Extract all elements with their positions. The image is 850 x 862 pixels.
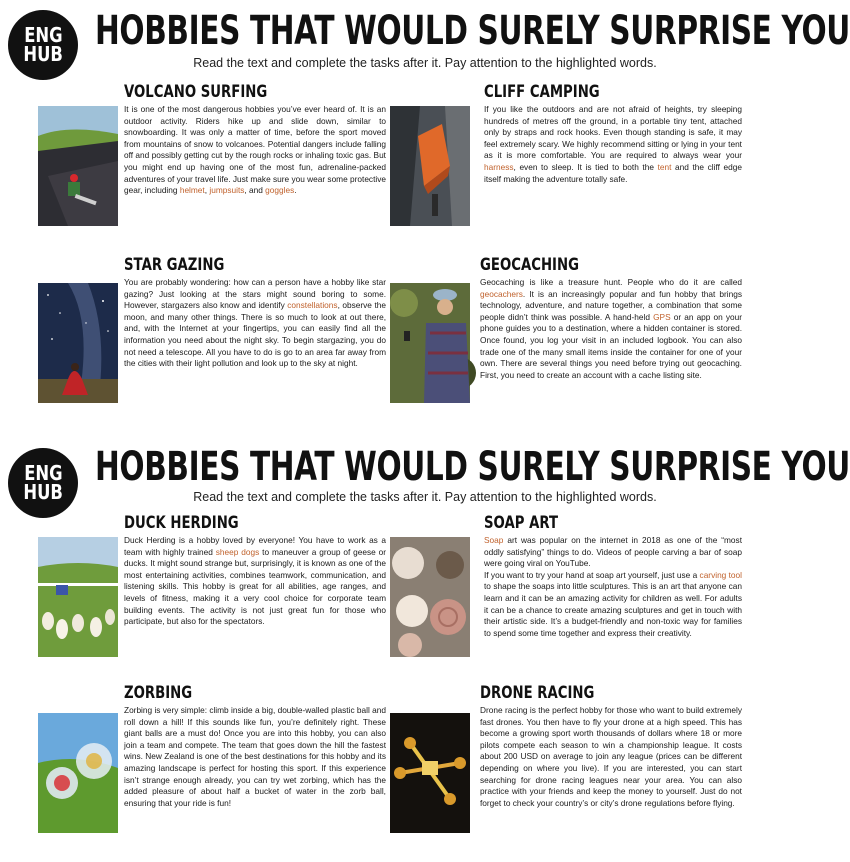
card-body bbox=[124, 104, 386, 197]
highlight-word: Soap bbox=[484, 535, 504, 545]
highlight-word: constellations bbox=[287, 300, 338, 311]
page-title: HOBBIES THAT WOULD SURELY SURPRISE YOU bbox=[95, 8, 850, 54]
text-run: , observe the moon, and many other things. There is so much to look at out there, and, with the Internet at your fingertips, you can easily find all the information you need about the night sky. To begin stargazing, you do not need a telescope. All you have to do is go to an area far away from the cities with their light pollution and look up to the sky at night. bbox=[124, 300, 386, 369]
text-run: You are probably wondering: how can a person have a hobby like star gazing? Just looking at the stars might sound boring to some. However, stargazers also know and identify bbox=[124, 277, 386, 311]
highlight-word: helmet bbox=[179, 185, 205, 196]
text-run: or an app on your phone guides you to a destination, where a hidden container is stored. Once found, you log your visit in an included logbook. You can also trade one of the many small items inside the container for one of your own. There are several things you need before trying out geocaching. First, you need to create an account with a cache listing site. bbox=[480, 311, 743, 380]
highlight-word: carving tool bbox=[699, 569, 742, 580]
card-body bbox=[124, 535, 386, 628]
highlight-word: tent bbox=[657, 161, 672, 172]
text-run: Duck Herding is a hobby loved by everyone! You have to work as a team with highly trained bbox=[124, 535, 386, 557]
duck-herding-photo bbox=[38, 537, 118, 657]
worksheet-page-2 bbox=[0, 440, 850, 862]
card-title: ZORBING bbox=[124, 683, 193, 703]
page-subtitle: Read the text and complete the tasks after it. Pay attention to the highlighted words. bbox=[193, 490, 657, 504]
soap-art-photo bbox=[390, 537, 470, 657]
page-title: HOBBIES THAT WOULD SURELY SURPRISE YOU bbox=[95, 444, 850, 490]
highlight-word: harness bbox=[484, 161, 514, 172]
zorbing-photo bbox=[38, 713, 118, 833]
cliff-camping-photo bbox=[390, 106, 470, 226]
card-body bbox=[480, 277, 742, 381]
card-body bbox=[484, 104, 742, 185]
text-run: to maneuver a group of geese or ducks. It might sound strange but, surprisingly, it is known as one of the most entertaining activities, combines teamwork, communication, and listening skills. This hobby is great for all abilities, age ranges, and levels of fitness, making it a very cool choice for corporate team building events. The activity is not just great fun for those who participate, but also for the spectators. bbox=[124, 546, 386, 627]
logo-line-1: ENG bbox=[23, 23, 63, 47]
logo-line-1: ENG bbox=[23, 461, 63, 485]
text-run: , even to sleep. It is tied to both the bbox=[513, 161, 658, 172]
card-title: STAR GAZING bbox=[124, 255, 225, 275]
enghub-logo bbox=[8, 448, 78, 518]
highlight-word: jumpsuits bbox=[209, 185, 245, 196]
text-run: and the cliff edge itself making the adventure totally safe. bbox=[484, 161, 742, 184]
enghub-logo bbox=[8, 10, 78, 80]
worksheet-page-1 bbox=[0, 0, 850, 430]
card-title: CLIFF CAMPING bbox=[484, 82, 600, 102]
highlight-word: geocachers bbox=[480, 288, 523, 299]
card-title: VOLCANO SURFING bbox=[124, 82, 268, 102]
volcano-surfing-photo bbox=[38, 106, 118, 226]
text-run: to shape the soaps into little sculptures. This is an art that anyone can learn and it can be an amazing activity for children as well. For adults it can be a chance to create amazing sculptures and get in touch with their artistic side. It’s a budget-friendly and non-toxic way for families to spend some time together and express their creativity. bbox=[484, 581, 742, 638]
logo-line-2: HUB bbox=[23, 42, 63, 66]
geocaching-photo bbox=[390, 283, 470, 403]
text-run: If you like the outdoors and are not afraid of heights, try sleeping hundreds of metres off the ground, in a portable tiny tent, attached only by straps and rock hooks. Even though standing is safe, it may feel extremely scary. We highly recommend sitting or lying in your tent as it is more comfortable. You are required to always wear your bbox=[484, 104, 742, 161]
star-gazing-photo bbox=[38, 283, 118, 403]
text-run: If you want to try your hand at soap art yourself, just use a bbox=[484, 569, 700, 580]
text-run: art was popular on the internet in 2018 as one of the “most oddly satisfying” things to do. Videos of people carving a bar of soap were going viral on YouTube. bbox=[484, 535, 742, 569]
card-title: SOAP ART bbox=[484, 513, 558, 533]
highlight-word: sheep dogs bbox=[215, 546, 260, 557]
card-body: Drone racing is the perfect hobby for those who want to build extremely fast drones. You then have to fly your drone at a high speed. This has become a growing sport worth thousands of dollars where 18 or more pilots compete each season to win a championship league. It costs about 200 USD on average to join any league (prices can be different depending on where you live). If you are interested, you can start searching for drone racing leagues near your area. You can also practice with your friends and keep the money to yourself. Just do not forget to check your country’s or city’s drone regulations before flying. bbox=[480, 705, 742, 808]
highlight-word: GPS bbox=[653, 311, 671, 322]
card-body bbox=[124, 277, 386, 370]
text-run: . bbox=[294, 185, 297, 196]
card-body bbox=[484, 535, 742, 639]
highlight-word: goggles bbox=[265, 185, 295, 196]
text-run: , and bbox=[244, 185, 266, 196]
text-run: , bbox=[204, 185, 210, 196]
text-run: Geocaching is like a treasure hunt. People who do it are called bbox=[480, 277, 742, 287]
card-title: DRONE RACING bbox=[480, 683, 595, 703]
text-run: It is one of the most dangerous hobbies you’ve ever heard of. It is an outdoor activity. Riders hike up and slide down, similar to snowboarding. It was only a matter of time, before the sport moved from mountains of snow to volcanoes. Potential dangers include falling off and possibly getting cut by the rough rocks or inhaling toxic gas. But you might end up having one of the most fun, adrenaline-packed adventures of your travel life. Just make sure you wear some protective gear, including bbox=[124, 104, 386, 196]
drone-racing-photo bbox=[390, 713, 470, 833]
card-body: Zorbing is very simple: climb inside a big, double-walled plastic ball and roll down a hill! If this sounds like fun, you’re definitely right. These giant balls are a must do! Once you are into this hobby, you can also join a team and compete. The team that goes down the hill the fastest wins. New Zealand is one of the best destinations for this hobby and its amazing landscape is perfect for hosting this sport. If this experience isn’t strange enough already, you can try wet zorbing, which has the added pleasure of about half a bucket of water in the zorb ball, ensuring that your ride is fun! bbox=[124, 705, 386, 808]
text-run: . It is an increasingly popular and fun hobby that brings technology, adventure, and nature together, a combination that some people didn’t think was possible. A hand-held bbox=[480, 288, 742, 322]
page-subtitle: Read the text and complete the tasks after it. Pay attention to the highlighted words. bbox=[193, 56, 657, 70]
logo-line-2: HUB bbox=[23, 480, 63, 504]
card-title: GEOCACHING bbox=[480, 255, 579, 275]
card-title: DUCK HERDING bbox=[124, 513, 239, 533]
